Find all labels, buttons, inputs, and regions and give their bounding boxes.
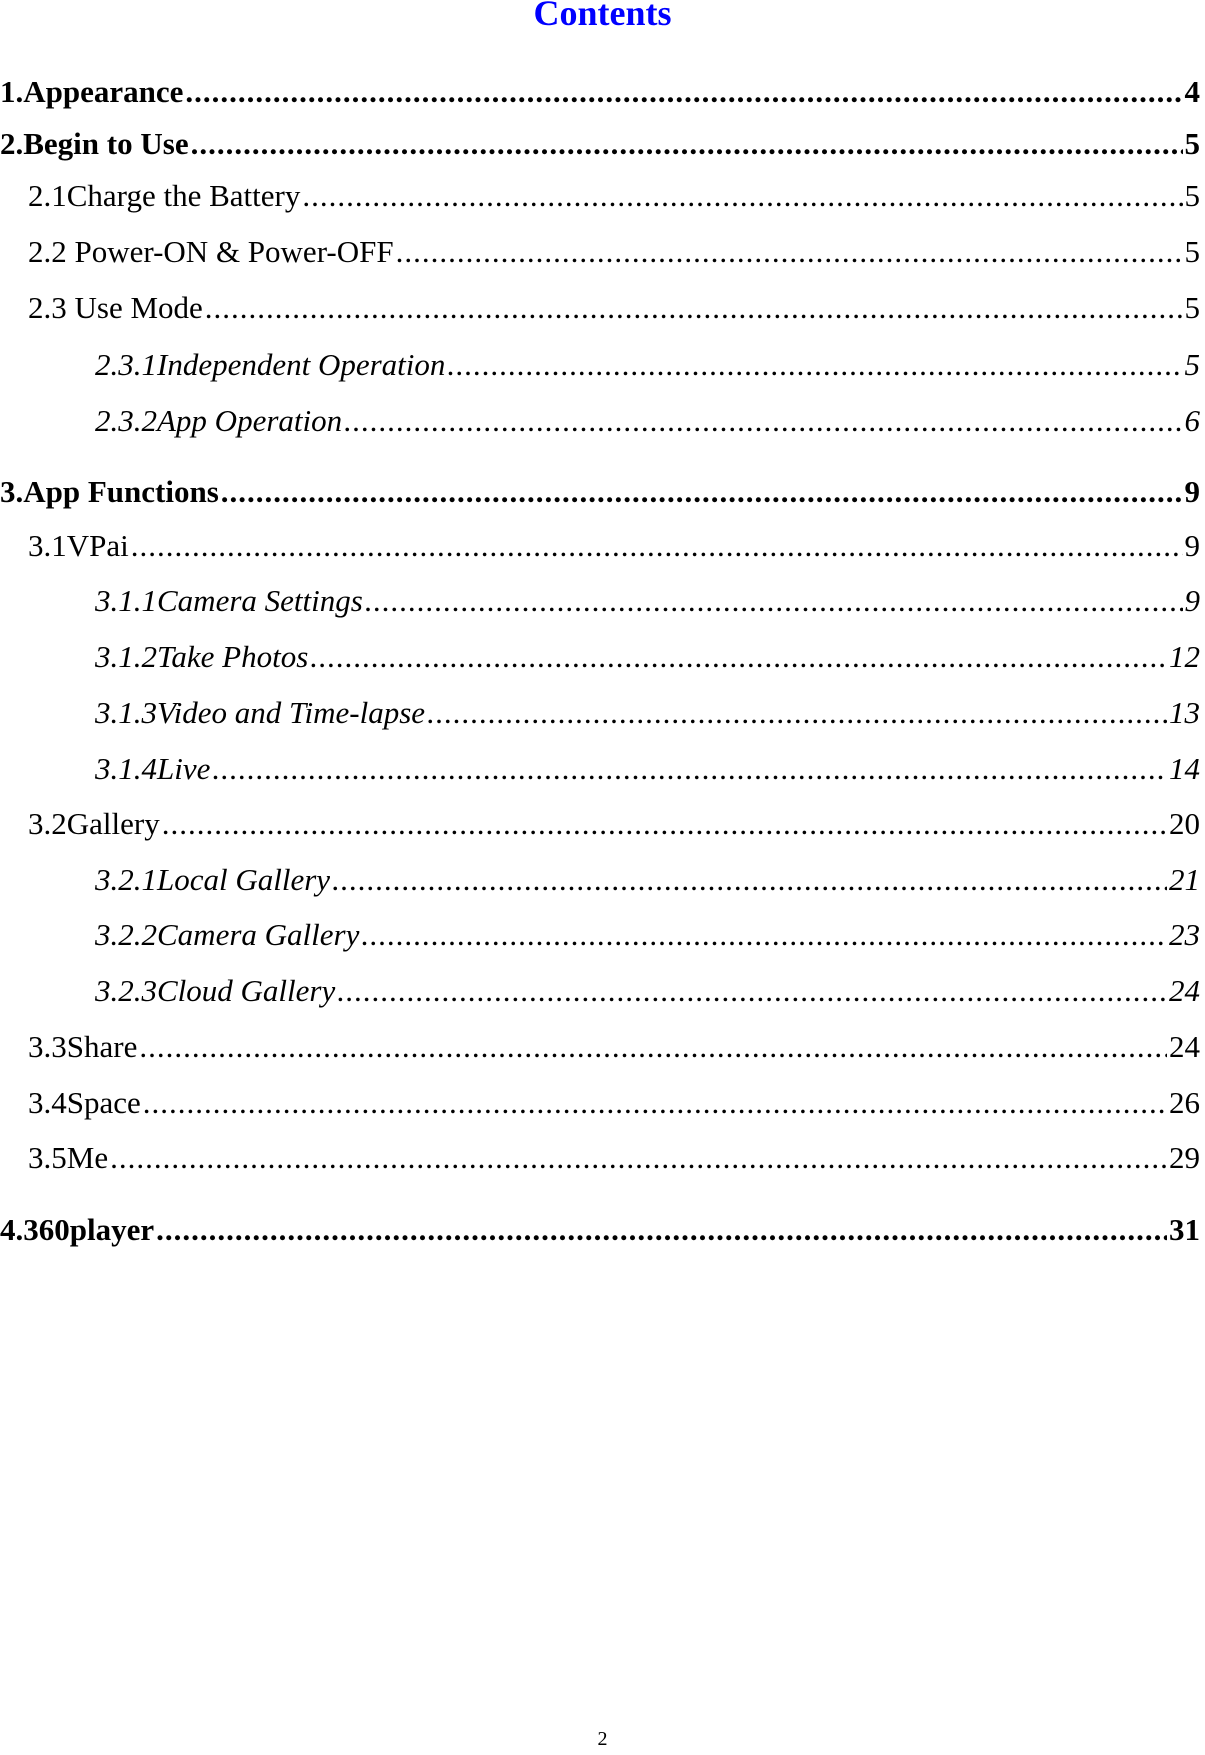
toc-entry-page: 21	[1169, 862, 1200, 897]
toc-entry-label: 3.1.3Video and Time-lapse	[95, 695, 426, 730]
dot-leader	[365, 581, 1183, 621]
toc-entry-page: 4	[1184, 74, 1200, 109]
dot-leader	[156, 1210, 1167, 1250]
dot-leader	[310, 637, 1167, 677]
toc-entry-label: 1.Appearance	[0, 74, 184, 109]
toc-entry[interactable]	[0, 124, 1200, 164]
dot-leader	[110, 1138, 1167, 1178]
toc-entry-label: 3.5Me	[28, 1140, 109, 1175]
toc-entry-page: 29	[1169, 1140, 1200, 1175]
toc-entry-label: 3.3Share	[28, 1029, 138, 1064]
toc-entry[interactable]	[95, 401, 1200, 441]
dot-leader	[185, 72, 1182, 112]
dot-leader	[427, 693, 1167, 733]
toc-entry[interactable]	[28, 288, 1200, 328]
toc-entry-page: 12	[1169, 639, 1200, 674]
toc-entry-label: 2.3.1Independent Operation	[95, 347, 446, 382]
toc-entry-page: 26	[1169, 1085, 1200, 1120]
dot-leader	[139, 1027, 1167, 1067]
toc-entry-page: 13	[1169, 695, 1200, 730]
contents-title: Contents	[533, 0, 672, 33]
toc-entry-label: 4.360player	[0, 1212, 155, 1247]
dot-leader	[344, 401, 1182, 441]
toc-entry[interactable]	[28, 176, 1200, 216]
dot-leader	[221, 472, 1183, 512]
toc-entry[interactable]	[95, 581, 1200, 621]
dot-leader	[396, 232, 1183, 272]
dot-leader	[162, 804, 1167, 844]
dot-leader	[337, 971, 1167, 1011]
toc-entry-label: 3.1.1Camera Settings	[95, 583, 363, 618]
toc-entry-page: 31	[1169, 1212, 1200, 1247]
toc-entry[interactable]	[28, 526, 1200, 566]
toc-entry-label: 2.Begin to Use	[0, 126, 189, 161]
toc-entry-page: 14	[1169, 751, 1200, 786]
toc-entry-label: 3.4Space	[28, 1085, 141, 1120]
dot-leader	[131, 526, 1183, 566]
toc-entry-page: 23	[1169, 917, 1200, 952]
toc-entry[interactable]	[28, 804, 1200, 844]
toc-entry-page: 9	[1184, 583, 1200, 618]
dot-leader	[302, 176, 1182, 216]
toc-entry[interactable]	[28, 232, 1200, 272]
toc-entry-label: 2.3 Use Mode	[28, 290, 203, 325]
dot-leader	[361, 915, 1167, 955]
toc-entry-page: 24	[1169, 1029, 1200, 1064]
toc-entry[interactable]	[28, 1083, 1200, 1123]
toc-entry[interactable]	[95, 345, 1200, 385]
toc-entry-page: 9	[1184, 528, 1200, 563]
toc-entry-label: 3.App Functions	[0, 474, 219, 509]
toc-entry[interactable]	[95, 915, 1200, 955]
toc-entry-page: 5	[1184, 347, 1200, 382]
toc-entry[interactable]	[95, 693, 1200, 733]
toc-entry-page: 20	[1169, 806, 1200, 841]
toc-entry-label: 3.1VPai	[28, 528, 129, 563]
toc-entry[interactable]	[0, 1210, 1200, 1250]
toc-entry-page: 5	[1184, 290, 1200, 325]
toc-entry-page: 9	[1184, 474, 1200, 509]
toc-entry-page: 5	[1184, 234, 1200, 269]
toc-entry-label: 3.2Gallery	[28, 806, 160, 841]
toc-entry[interactable]	[0, 472, 1200, 512]
dot-leader	[447, 345, 1182, 385]
toc-entry-page: 5	[1184, 178, 1200, 213]
toc-entry[interactable]	[28, 1138, 1200, 1178]
toc-entry[interactable]	[95, 749, 1200, 789]
toc-entry[interactable]	[95, 971, 1200, 1011]
toc-entry-page: 24	[1169, 973, 1200, 1008]
toc-entry-label: 2.1Charge the Battery	[28, 178, 301, 213]
toc-entry[interactable]	[95, 860, 1200, 900]
toc-entry-label: 3.1.4Live	[95, 751, 211, 786]
dot-leader	[205, 288, 1183, 328]
toc-entry-label: 2.3.2App Operation	[95, 403, 343, 438]
toc-entry[interactable]	[28, 1027, 1200, 1067]
toc-entry-label: 3.2.2Camera Gallery	[95, 917, 360, 952]
dot-leader	[191, 124, 1183, 164]
toc-entry[interactable]	[0, 72, 1200, 112]
dot-leader	[143, 1083, 1167, 1123]
toc-entry-label: 2.2 Power-ON & Power-OFF	[28, 234, 394, 269]
toc-entry-label: 3.2.3Cloud Gallery	[95, 973, 336, 1008]
toc-entry-label: 3.2.1Local Gallery	[95, 862, 331, 897]
toc-entry-page: 6	[1184, 403, 1200, 438]
toc-entry-label: 3.1.2Take Photos	[95, 639, 309, 674]
toc-entry[interactable]	[95, 637, 1200, 677]
dot-leader	[332, 860, 1167, 900]
dot-leader	[212, 749, 1167, 789]
toc-entry-page: 5	[1184, 126, 1200, 161]
page-number: 2	[597, 1728, 608, 1750]
